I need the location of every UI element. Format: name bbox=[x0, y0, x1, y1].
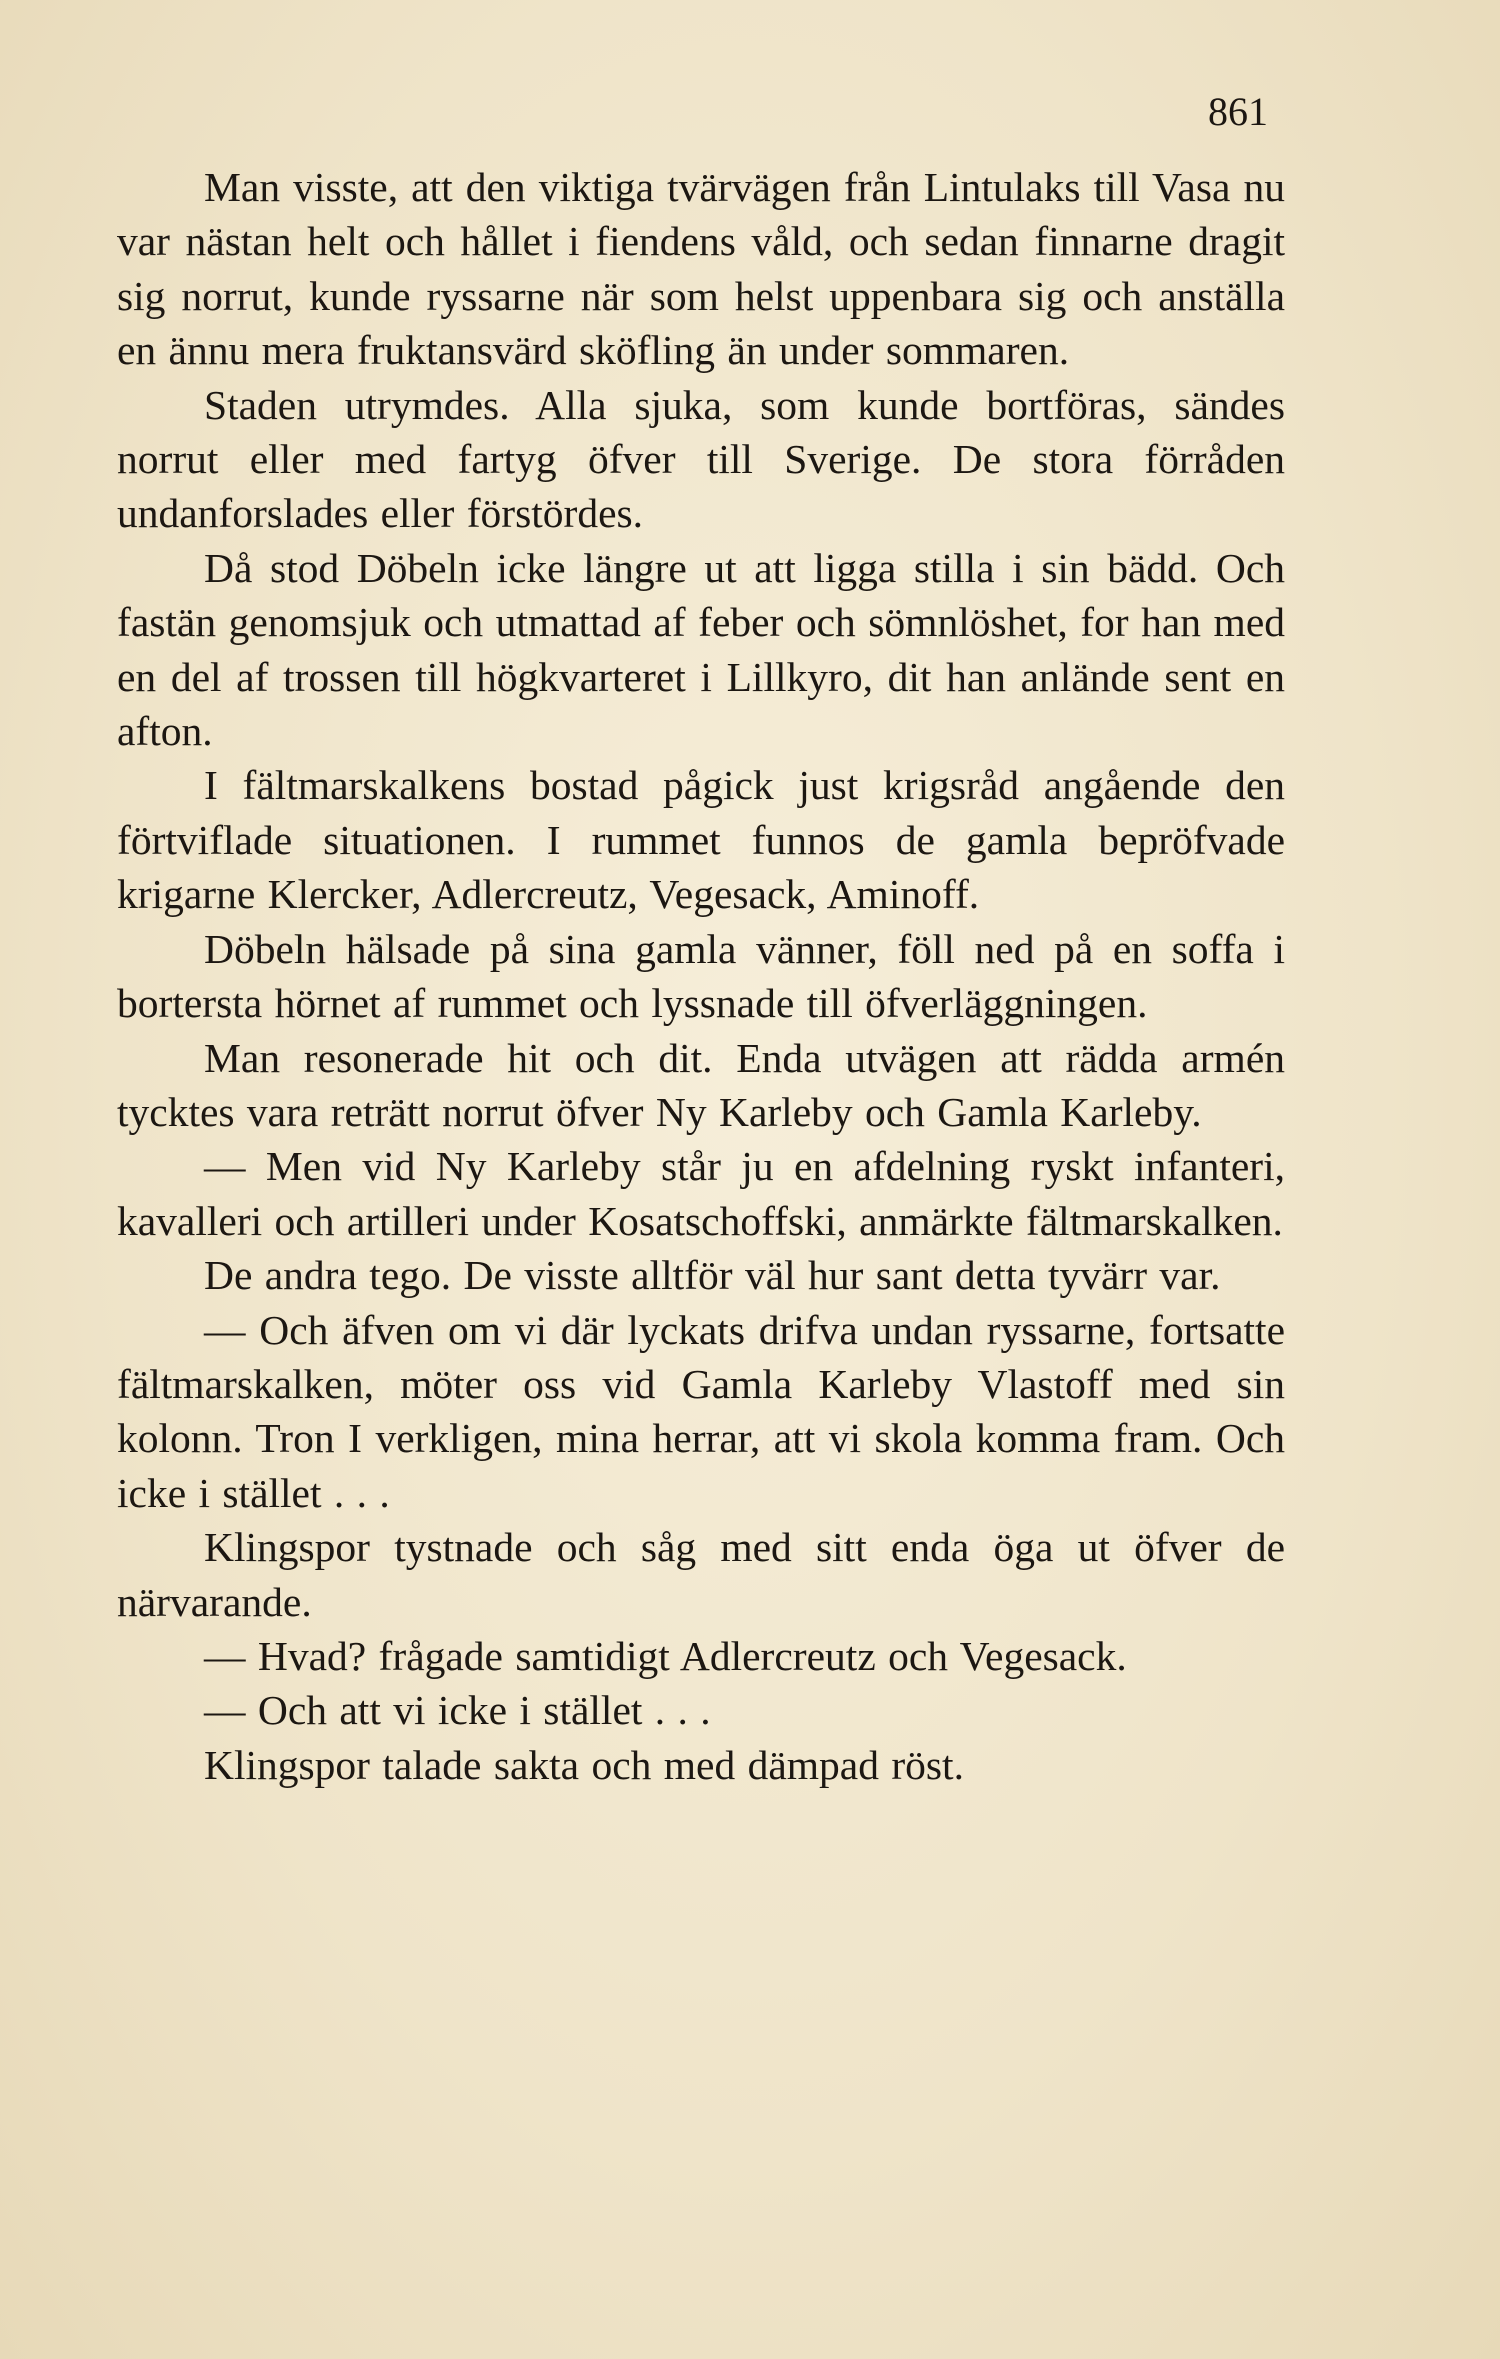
paragraph: Då stod Döbeln icke längre ut att ligga stilla i sin bädd. Och fastän genomsjuk och utmattad af feber och sömnlöshet, for han med en del af trossen till högkvarteret i Lillkyro, dit han anlände sent en afton. bbox=[117, 544, 1285, 755]
paragraph: De andra tego. De visste alltför väl hur sant detta tyvärr var. bbox=[204, 1252, 1221, 1299]
paragraph: — Men vid Ny Karleby står ju en afdelning ryskt infanteri, kavalleri och artilleri under Kosatschoffski, anmärkte fältmarskalken. bbox=[117, 1143, 1285, 1244]
page-number: 861 bbox=[1208, 89, 1268, 134]
paragraph: Döbeln hälsade på sina gamla vänner, föll ned på en soffa i bortersta hörnet af rummet och lyssnade till öfverläggningen. bbox=[117, 925, 1285, 1027]
paragraph: Man resonerade hit och dit. Enda utvägen att rädda armén tycktes vara reträtt norrut öfver Ny Karleby och Gamla Karleby. bbox=[117, 1034, 1285, 1135]
paragraph: Staden utrymdes. Alla sjuka, som kunde bortföras, sändes norrut eller med fartyg öfver till Sverige. De stora förråden undanforslades eller förstördes. bbox=[117, 381, 1285, 537]
paragraph: — Hvad? frågade samtidigt Adlercreutz och Vegesack. bbox=[204, 1632, 1127, 1679]
paragraph: Klingspor talade sakta och med dämpad röst. bbox=[204, 1741, 964, 1788]
paragraph: Man visste, att den viktiga tvärvägen från Lintulaks till Vasa nu var nästan helt och hållet i fiendens våld, och sedan finnarne dragit sig norrut, kunde ryssarne när som helst uppenbara sig och anställa en ännu mera fruktansvärd sköfling än under sommaren. bbox=[117, 164, 1285, 374]
paragraph: — Och att vi icke i stället . . . bbox=[204, 1687, 711, 1734]
text-body bbox=[117, 160, 1285, 1792]
paragraph: — Och äfven om vi där lyckats drifva undan ryssarne, fortsatte fältmarskalken, möter oss vid Gamla Karleby Vlastoff med sin kolonn. Tron I verkligen, mina herrar, att vi skola komma fram. Och icke i stället . . . bbox=[117, 1306, 1285, 1516]
paragraph: Klingspor tystnade och såg med sitt enda öga ut öfver de närvarande. bbox=[117, 1524, 1285, 1625]
paragraph: I fältmarskalkens bostad pågick just krigsråd angående den förtviflade situationen. I rummet funnos de gamla bepröfvade krigarne Klercker, Adlercreutz, Vegesack, Aminoff. bbox=[117, 762, 1285, 918]
